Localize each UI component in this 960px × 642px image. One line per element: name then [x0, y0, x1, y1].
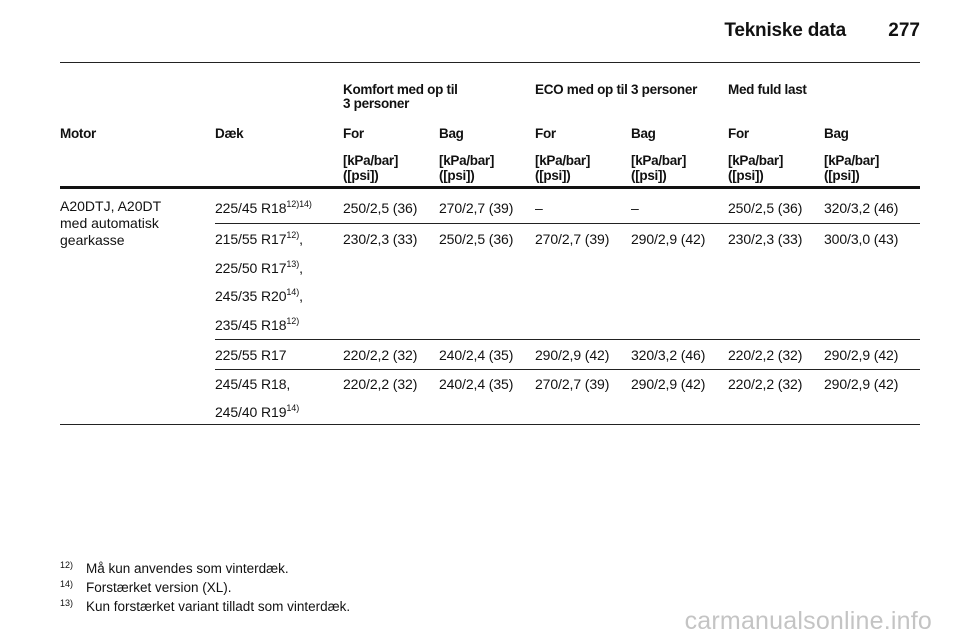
value-cell: 230/2,3 (33): [728, 231, 803, 247]
header-divider: [60, 186, 920, 189]
unit-header: [kPa/bar] ([psi]): [535, 153, 591, 183]
group-header-komfort: Komfort med op til 3 personer: [343, 82, 458, 111]
unit-header: [kPa/bar] ([psi]): [631, 153, 687, 183]
group-header-eco: ECO med op til 3 personer: [535, 82, 698, 97]
footnote: 13) Kun forstærket variant tilladt som vinterdæk.: [60, 598, 351, 614]
footnote: 14) Forstærket version (XL).: [60, 579, 232, 595]
tyre-cell: 235/45 R18$^{12)}$: [215, 316, 300, 333]
row-divider: [215, 223, 920, 224]
tyre-cell: 215/55 R17$^{12)}$,: [215, 230, 303, 247]
value-cell: 250/2,5 (36): [439, 231, 514, 247]
tyre-cell: 245/45 R18,: [215, 376, 291, 392]
tyre-cell: 245/35 R20$^{14)}$,: [215, 287, 303, 304]
value-cell: –: [631, 200, 639, 216]
value-cell: 320/3,2 (46): [824, 200, 899, 216]
value-cell: 290/2,9 (42): [631, 376, 706, 392]
value-cell: 240/2,4 (35): [439, 347, 514, 363]
tyre-cell: 225/45 $R18^{12)14)}$: [215, 199, 312, 216]
unit-header: [kPa/bar] ([psi]): [824, 153, 880, 183]
unit-header: [kPa/bar] ([psi]): [439, 153, 495, 183]
column-header-fuld-rear: Bag: [824, 126, 849, 141]
value-cell: 220/2,2 (32): [728, 347, 803, 363]
value-cell: 250/2,5 (36): [728, 200, 803, 216]
footnotes: [60, 560, 350, 617]
value-cell: 220/2,2 (32): [343, 347, 418, 363]
column-header-fuld-front: For: [728, 126, 749, 141]
group-header-fuld-last: Med fuld last: [728, 82, 807, 97]
column-header-eco-front: For: [535, 126, 556, 141]
column-header-tyre: Dæk: [215, 126, 244, 141]
value-cell: 270/2,7 (39): [535, 231, 610, 247]
footnote: 12) Må kun anvendes som vinterdæk.: [60, 560, 289, 576]
value-cell: 290/2,9 (42): [824, 347, 899, 363]
tyre-cell: 245/40 R19$^{14)}$: [215, 403, 300, 420]
value-cell: 230/2,3 (33): [343, 231, 418, 247]
tyre-cell: 225/55 R17: [215, 347, 287, 363]
motor-cell: A20DTJ, A20DT med automatisk gearkasse: [60, 198, 162, 248]
value-cell: 220/2,2 (32): [343, 376, 418, 392]
watermark: carmanualsonline.info: [684, 607, 932, 635]
value-cell: 320/3,2 (46): [631, 347, 706, 363]
table-bottom-rule: [60, 424, 920, 425]
page-title: Tekniske data: [724, 20, 846, 41]
value-cell: 270/2,7 (39): [535, 376, 610, 392]
value-cell: 270/2,7 (39): [439, 200, 514, 216]
value-cell: 300/3,0 (43): [824, 231, 899, 247]
value-cell: 290/2,9 (42): [631, 231, 706, 247]
column-header-eco-rear: Bag: [631, 126, 656, 141]
row-divider: [215, 369, 920, 370]
unit-header: [kPa/bar] ([psi]): [343, 153, 399, 183]
column-header-komfort-front: For: [343, 126, 364, 141]
value-cell: 250/2,5 (36): [343, 200, 418, 216]
column-header-komfort-rear: Bag: [439, 126, 464, 141]
value-cell: 240/2,4 (35): [439, 376, 514, 392]
value-cell: 220/2,2 (32): [728, 376, 803, 392]
row-divider: [215, 339, 920, 340]
column-header-motor: Motor: [60, 126, 96, 141]
tyre-cell: 225/50 R17$^{13)}$,: [215, 259, 303, 276]
value-cell: 290/2,9 (42): [535, 347, 610, 363]
value-cell: –: [535, 200, 543, 216]
page-number: 277: [888, 20, 920, 41]
value-cell: 290/2,9 (42): [824, 376, 899, 392]
page-header: [60, 0, 920, 63]
unit-header: [kPa/bar] ([psi]): [728, 153, 784, 183]
